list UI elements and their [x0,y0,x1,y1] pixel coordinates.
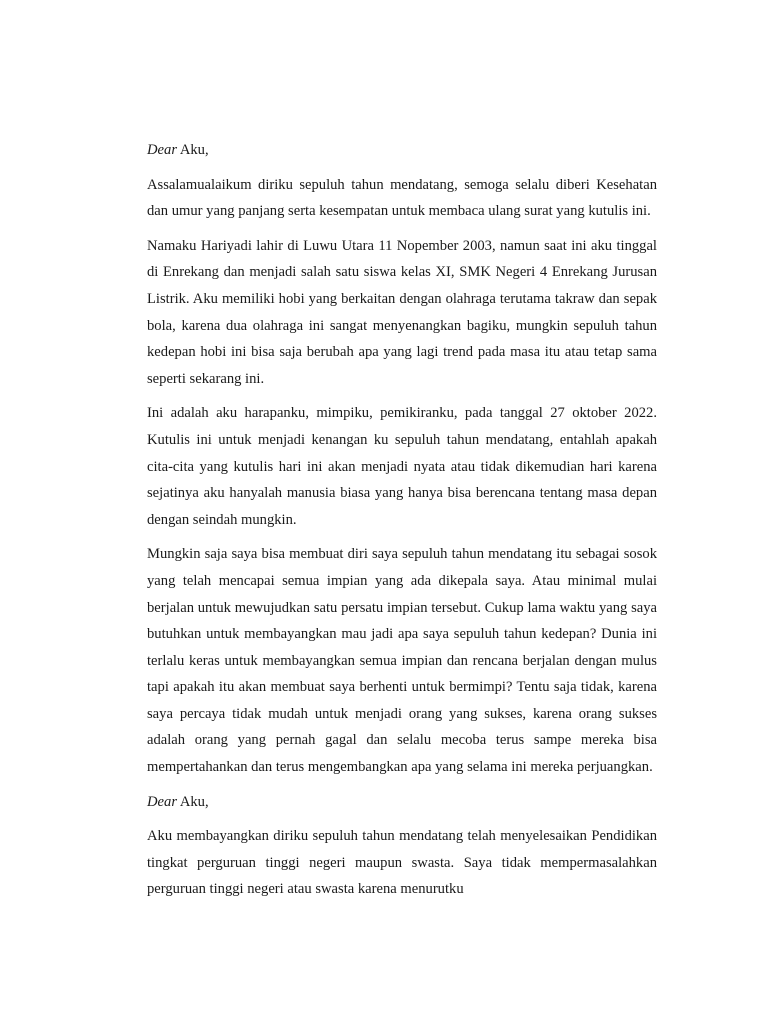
salutation-name: Aku, [179,142,209,158]
letter-body [147,137,657,911]
paragraph-greeting: Assalamualaikum diriku sepuluh tahun mendatang, semoga selalu diberi Kesehatan dan umur yang panjang serta kesempatan untuk membaca ulang surat yang kutulis ini. [147,176,657,220]
paragraph-dreams: Mungkin saja saya bisa membuat diri saya sepuluh tahun mendatang itu sebagai sosok yang telah mencapai semua impian yang ada dikepala saya. Atau minimal mulai berjalan untuk mewujudkan satu persatu impian tersebut. Cukup lama waktu yang saya butuhkan untuk membayangkan mau jadi apa saya sepuluh tahun kedepan? Dunia ini terlalu keras untuk membayangkan semua impian dan rencana berjalan dengan mulus tapi apakah itu akan membuat saya berhenti untuk bermimpi? Tentu saja tidak, karena saya percaya tidak mudah untuk menjadi orang yang sukses, karena orang sukses adalah orang yang pernah gagal dan selalu mecoba terus sampe mereka bisa mempertahankan dan terus mengembangkan apa yang selama ini mereka perjuangkan. [147,546,657,776]
salutation-name: Aku, [179,793,209,810]
paragraph-introduction: Namaku Hariyadi lahir di Luwu Utara 11 Nopember 2003, namun saat ini aku tinggal di Enrekang dan menjadi salah satu siswa kelas XI, SMK Negeri 4 Enrekang Jurusan Listrik. Aku memiliki hobi yang berkaitan dengan olahraga terutama takraw dan sepak bola, karena dua olahraga ini sangat menyenangkan bagiku, mungkin sepuluh tahun kedepan hobi ini bisa saja berubah apa yang lagi trend pada masa itu atau tetap sama seperti sekarang ini. [147,237,657,387]
salutation-first [147,137,657,164]
paragraph-hopes: Ini adalah aku harapanku, mimpiku, pemikiranku, pada tanggal 27 oktober 2022. Kutulis ini untuk menjadi kenangan ku sepuluh tahun mendatang, entahlah apakah cita-cita yang kutulis hari ini akan menjadi nyata atau tidak dikemudian hari karena sejatinya aku hanyalah manusia biasa yang hanya bisa berencana tentang masa depan dengan seindah mungkin. [147,405,657,528]
salutation-dear: Dear [147,793,177,810]
salutation-dear: Dear [147,142,177,158]
salutation-second [147,789,657,816]
paragraph-future: Aku membayangkan diriku sepuluh tahun mendatang telah menyelesaikan Pendidikan tingkat perguruan tinggi negeri maupun swasta. Saya tidak mempermasalahkan perguruan tinggi negeri atau swasta karena menurutku [147,828,657,898]
